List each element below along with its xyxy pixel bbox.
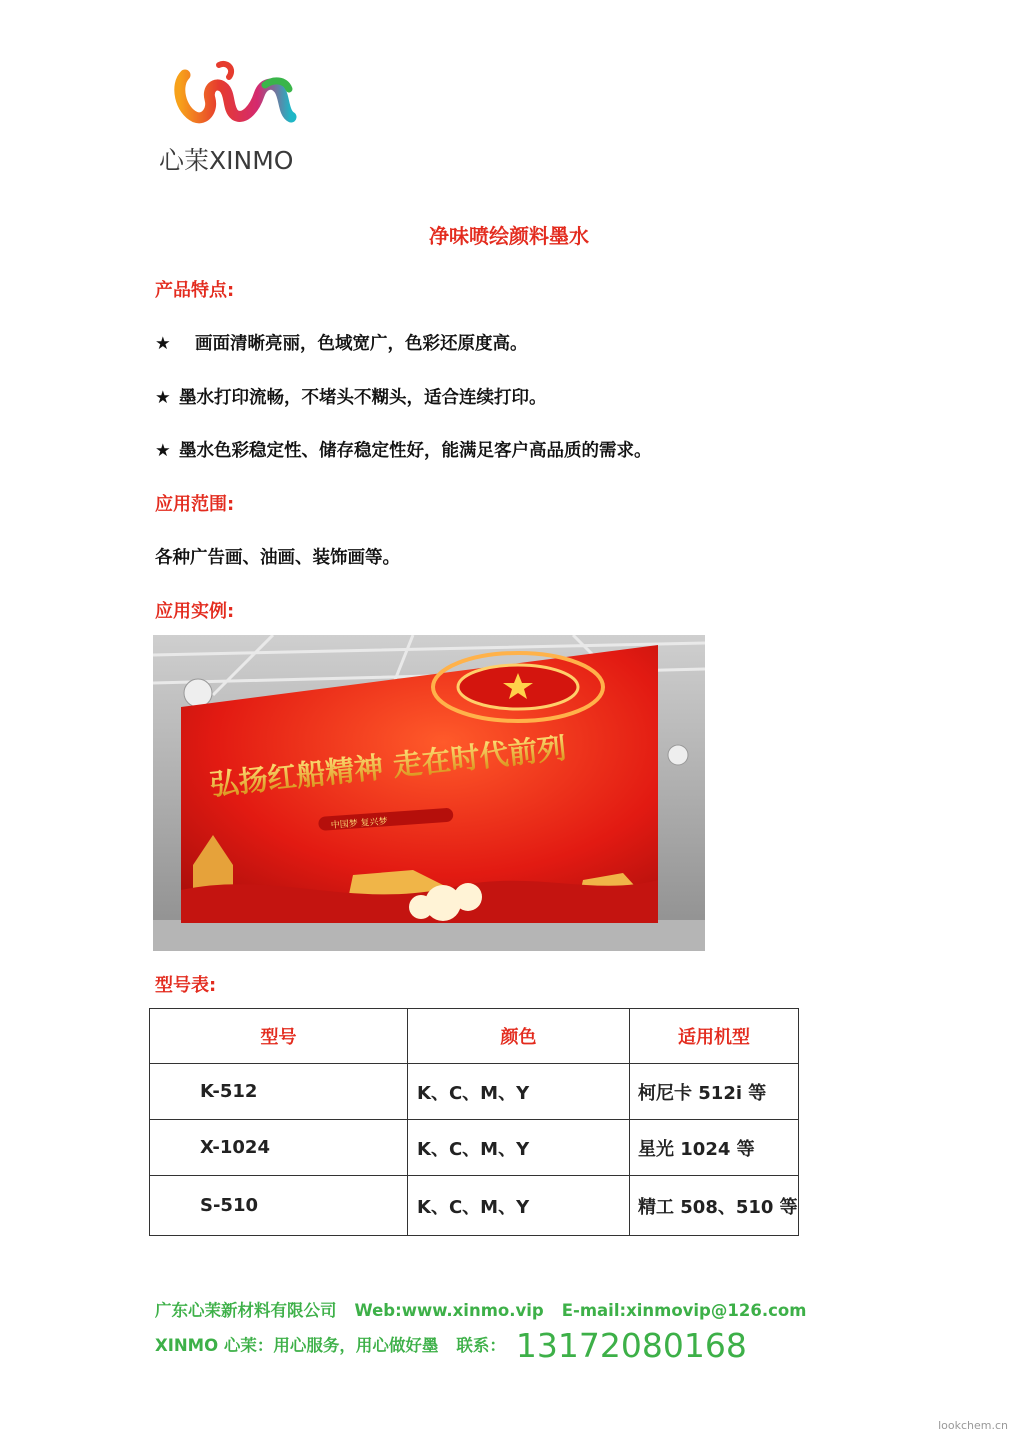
footer-email-link[interactable]: E-mail:xinmovip@126.com: [561, 1301, 807, 1320]
printer-cell: 星光 1024 等: [630, 1120, 799, 1176]
logo-mark-icon: [155, 55, 305, 135]
table-row: [150, 1064, 799, 1120]
company-logo: [155, 55, 345, 175]
document-title: 净味喷绘颜料墨水: [429, 224, 589, 248]
model-cell: K-512: [150, 1064, 408, 1120]
printer-cell: 柯尼卡 512i 等: [630, 1064, 799, 1120]
color-cell: K、C、M、Y: [408, 1120, 630, 1176]
feature-item-3: [155, 437, 652, 462]
star-icon: ★: [155, 334, 171, 354]
section-examples-heading: 应用实例:: [155, 601, 235, 622]
banner-subline: 中国梦 复兴梦: [330, 817, 388, 831]
section-application-heading: 应用范围:: [155, 494, 235, 515]
footer-company: 广东心茉新材料有限公司: [155, 1301, 337, 1320]
star-icon: ★: [155, 441, 171, 461]
logo-text: 心茉XINMO: [159, 146, 294, 175]
table-header-cell: 适用机型: [630, 1009, 799, 1064]
feature-text: 墨水色彩稳定性、储存稳定性好，能满足客户高品质的需求。: [179, 441, 652, 461]
feature-item-2: [155, 384, 547, 409]
banner-headline: 弘扬红船精神 走在时代前列: [208, 730, 568, 802]
watermark: lookchem.cn: [938, 1419, 1008, 1432]
billboard-scene: [153, 635, 705, 951]
footer-contact-label: 联系：: [456, 1336, 506, 1355]
color-cell: K、C、M、Y: [408, 1176, 630, 1236]
feature-item-1: [155, 330, 528, 355]
footer-slogan: XINMO 心茉：用心服务，用心做好墨: [155, 1336, 439, 1355]
section-models-heading: 型号表:: [155, 975, 217, 996]
model-table: [149, 1008, 799, 1236]
table-header-cell: 型号: [150, 1009, 408, 1064]
feature-text: 墨水打印流畅，不堵头不糊头，适合连续打印。: [179, 388, 547, 408]
star-icon: ★: [155, 388, 171, 408]
table-row: [150, 1176, 799, 1236]
section-features-heading: 产品特点:: [155, 280, 235, 301]
color-cell: K、C、M、Y: [408, 1064, 630, 1120]
footer-web-link[interactable]: Web:www.xinmo.vip: [354, 1301, 544, 1320]
table-header-row: [150, 1009, 799, 1064]
printer-cell: 精工 508、510 等: [630, 1176, 799, 1236]
footer-phone[interactable]: 13172080168: [515, 1326, 747, 1365]
table-header-cell: 颜色: [408, 1009, 630, 1064]
footer-line-2: [155, 1326, 747, 1365]
model-cell: S-510: [150, 1176, 408, 1236]
footer-line-1: [155, 1297, 806, 1321]
table-row: [150, 1120, 799, 1176]
example-photo: [153, 635, 705, 951]
model-cell: X-1024: [150, 1120, 408, 1176]
feature-text: 画面清晰亮丽，色域宽广，色彩还原度高。: [195, 334, 528, 354]
application-text: 各种广告画、油画、装饰画等。: [155, 548, 400, 568]
